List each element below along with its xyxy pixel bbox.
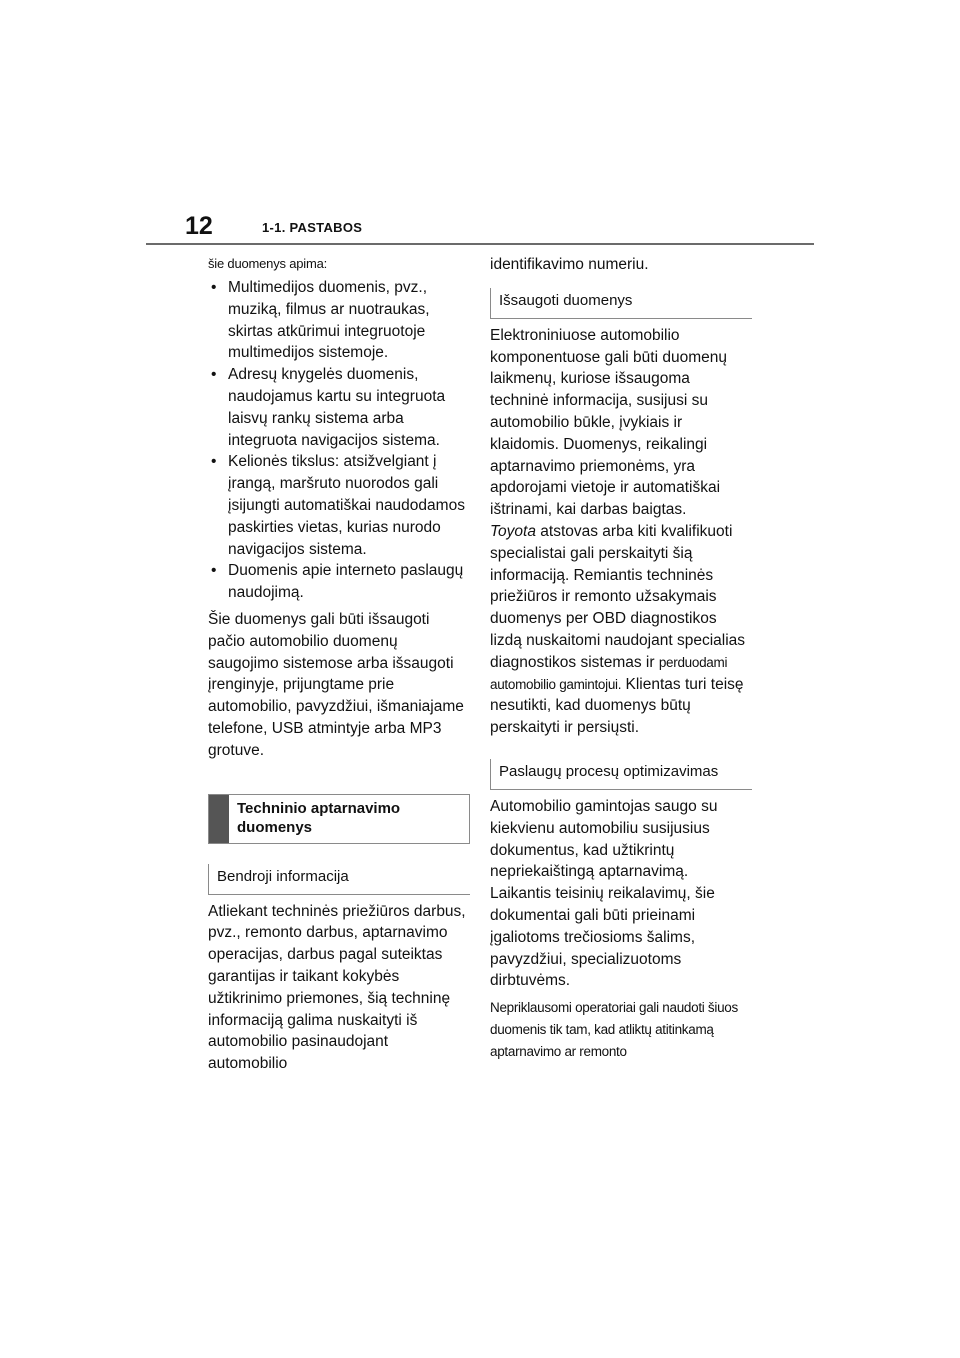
section-heading-text: Techninio aptarnavimo duomenys bbox=[237, 799, 401, 836]
bullet-icon: • bbox=[211, 453, 217, 471]
saved-paragraph-2: Toyota atstovas arba kiti kvalifikuoti specialistai gali perskaityti šią informaciją. Remiantis techninės priežiūros ir remonto užsakymais duomenys per OBD diagnostikos lizdą nuskaitomi naudojant specialias diagnostikos sistemas ir perduodami automobilio gamintojui. Klientas turi teisę nesutikti, kad duomenys būtų perskaityti ir persiųsti. bbox=[490, 522, 746, 737]
right-column bbox=[490, 254, 752, 1063]
header-divider bbox=[146, 243, 814, 245]
left-column bbox=[208, 254, 470, 1075]
continuation-text: identifikavimo numeriu. bbox=[490, 256, 649, 273]
page-number: 12 bbox=[185, 212, 213, 240]
heading-bar bbox=[209, 795, 229, 843]
section-heading bbox=[208, 794, 470, 844]
list-item: • Kelionės tikslus: atsižvelgiant į įrangą, maršruto nuorodos gali įsijungti automatiškai naudodamos paskirties vietas, kurias nurodo navigacijos sistema. bbox=[211, 453, 465, 558]
optimization-paragraph: Automobilio gamintojas saugo su kiekvienu automobiliu susijusius dokumentus, kad užtikrintų nepriekaištingą aptarnavimą. Laikantis teisinių reikalavimų, šie dokumentai gali būti prieinami įgaliotoms trečiosioms šalims, pavyzdžiui, specializuotoms dirbtuvėms. bbox=[490, 797, 718, 990]
brand-name: Toyota bbox=[490, 522, 536, 540]
list-item: • Adresų knygelės duomenis, naudojamus kartu su integruota laisvų rankų sistema arba integruota navigacijos sistema. bbox=[211, 366, 446, 449]
section-title: 1-1. PASTABOS bbox=[262, 220, 363, 235]
subheading-saved: Išsaugoti duomenys bbox=[490, 288, 752, 319]
bullet-icon: • bbox=[211, 366, 217, 384]
subheading-optimization: Paslaugų procesų optimizavimas bbox=[490, 759, 752, 790]
saved-paragraph-1: Elektroniniuose automobilio komponentuose gali būti duomenų laikmenų, kuriose išsaugoma techninė informacija, susijusi su automobilio būkle, įvykiais ir klaidomis. Duomenys, reikalingi aptarnavimo priemonėms, yra apdorojami vietoje ir automatiškai ištrinami, kai darbas baigtas. bbox=[490, 326, 727, 519]
intro-text: šie duomenys apima: bbox=[208, 256, 328, 271]
bullet-icon: • bbox=[211, 279, 217, 296]
general-paragraph: Atliekant techninės priežiūros darbus, pvz., remonto darbus, aptarnavimo operacijas, darbus pagal suteiktas garantijas ir taikant kokybės užtikrinimo priemones, šią techninę informaciją galima nuskaityti iš automobilio pasinaudojant automobilio bbox=[208, 902, 466, 1073]
data-list bbox=[208, 277, 470, 604]
independent-paragraph: Nepriklausomi operatoriai gali naudoti šiuos duomenis tik tam, kad atliktų atitinkamą aptarnavimo ar remonto bbox=[490, 1000, 738, 1059]
list-item: • Multimedijos duomenis, pvz., muziką, filmus ar nuotraukas, skirtas atkūrimui integruotoje multimedijos sistemoje. bbox=[211, 279, 430, 362]
storage-paragraph: Šie duomenys gali būti išsaugoti pačio automobilio duomenų saugojimo sistemose arba išsaugoti įrenginyje, prijungtame prie automobilio, pavyzdžiui, išmaniajame telefone, USB atmintyje arba MP3 grotuve. bbox=[208, 610, 464, 759]
subheading-general: Bendroji informacija bbox=[208, 864, 470, 895]
bullet-icon: • bbox=[211, 562, 217, 580]
list-item: • Duomenis apie interneto paslaugų naudojimą. bbox=[211, 562, 464, 602]
